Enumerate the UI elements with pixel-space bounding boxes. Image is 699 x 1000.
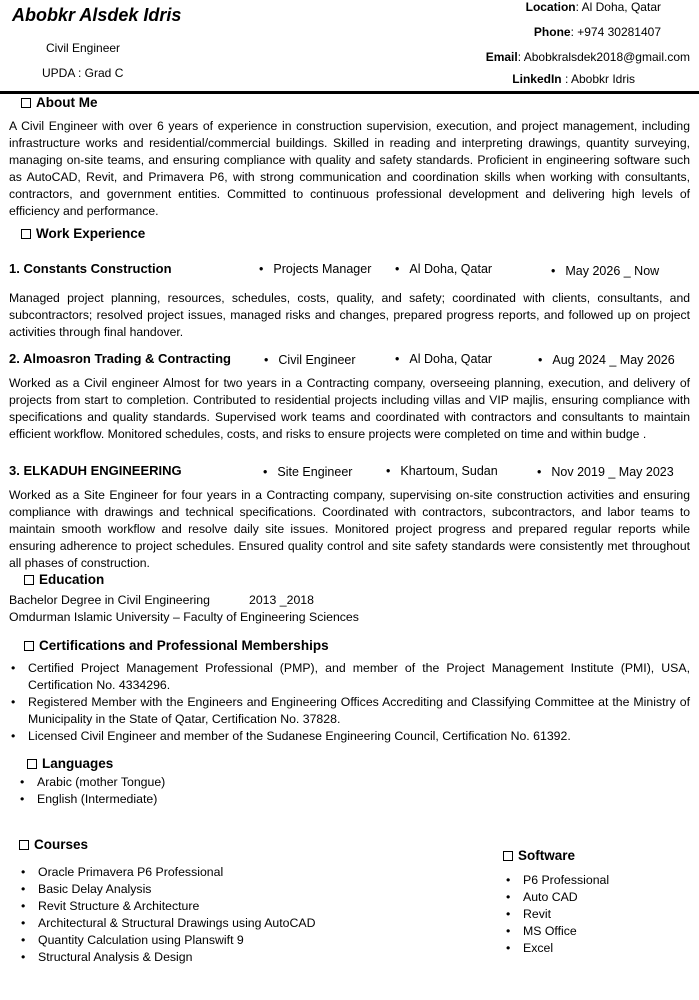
list-item: • MS Office xyxy=(504,923,684,940)
candidate-name: Abobkr Alsdek Idris xyxy=(12,5,182,25)
checkbox-icon xyxy=(27,759,37,769)
upda-grade: UPDA : Grad C xyxy=(42,66,124,80)
email-line[interactable] xyxy=(486,50,690,64)
email-value[interactable]: : Abobkralsdek2018@gmail.com xyxy=(517,50,690,64)
linkedin-value[interactable]: : Abobkr Idris xyxy=(561,72,635,86)
list-item: • Revit Structure & Architecture xyxy=(19,898,399,915)
job-1-place: • Al Doha, Qatar xyxy=(395,262,492,276)
about-text: A Civil Engineer with over 6 years of experience in construction supervision, execution, and project management, including infrastructure works and residential/commercial buildings. Skilled in reading and interpreting drawings, quantity surveying, managing on-site teams, and ensuring compliance with quality and safety standards. Proficient in engineering software such as AutoCAD, Revit, and Primavera P6, with strong communication and coordination skills when working with consultants, contractors, and government entities. Committed to continuous professional development and delivering high levels of efficiency and performance. xyxy=(9,119,690,218)
job-3-role: • Site Engineer xyxy=(263,465,352,479)
job-1-description: Managed project planning, resources, schedules, costs, quality, and safety; coordinated with clients, consultants, and subcontractors; resolved project issues, managed risks and changes, prepared progress reports, and followed up on project activities through final handover. xyxy=(9,291,690,339)
list-item: • Oracle Primavera P6 Professional xyxy=(19,864,399,881)
list-item: • Revit xyxy=(504,906,684,923)
job-1-dates: • May 2026 _ Now xyxy=(551,264,659,278)
about-heading-label: About Me xyxy=(36,95,98,110)
list-item: • Arabic (mother Tongue) xyxy=(18,774,318,791)
linkedin-label: LinkedIn xyxy=(512,72,562,86)
job-title: Civil Engineer xyxy=(46,41,121,55)
courses-heading xyxy=(19,837,88,852)
checkbox-icon xyxy=(21,98,31,108)
job-2-dates: • Aug 2024 _ May 2026 xyxy=(538,353,675,367)
checkbox-icon xyxy=(24,575,34,585)
list-item: • Structural Analysis & Design xyxy=(19,949,399,966)
software-heading xyxy=(503,848,575,863)
work-heading xyxy=(21,226,145,241)
checkbox-icon xyxy=(503,851,513,861)
software-list xyxy=(504,872,684,957)
education-university: Omdurman Islamic University – Faculty of Engineering Sciences xyxy=(9,610,359,624)
certifications-heading xyxy=(24,638,329,653)
education-degree: Bachelor Degree in Civil Engineering xyxy=(9,593,210,607)
list-item: • P6 Professional xyxy=(504,872,684,889)
list-item: • Basic Delay Analysis xyxy=(19,881,399,898)
courses-heading-label: Courses xyxy=(34,837,89,852)
checkbox-icon xyxy=(21,229,31,239)
job-3-description: Worked as a Site Engineer for four years in a Contracting company, supervising on-site construction activities and ensuring compliance with drawings and technical specifications. Coordinated with contractors, subcontractors, and labor teams to maintain smooth workflow and resolve daily site issues. Monitored project progress and prepared regular reports while ensuring adherence to project schedules. Ensured quality control and site safety standards were consistently met throughout all phases of construction. xyxy=(9,488,690,570)
software-heading-label: Software xyxy=(518,848,576,863)
phone-line xyxy=(534,25,661,39)
list-item: • Architectural & Structural Drawings using AutoCAD xyxy=(19,915,399,932)
languages-heading-label: Languages xyxy=(42,756,114,771)
education-heading-label: Education xyxy=(39,572,105,587)
checkbox-icon xyxy=(19,840,29,850)
phone-label: Phone xyxy=(533,25,571,39)
certifications-list xyxy=(9,660,690,745)
job-2-description: Worked as a Civil engineer Almost for two years in a Contracting company, overseeing planning, execution, and delivery of projects from start to completion. Contributed to residential projects including villas and VIP majlis, ensuring compliance with specifications and quality standards. Supervised work teams and coordinated with contractors and consultants to maintain efficient workflow. Monitored schedules, costs, and risks to ensure projects were completed on time and within budge . xyxy=(9,376,690,441)
certifications-heading-label: Certifications and Professional Memberships xyxy=(39,638,329,653)
job-3-place: • Khartoum, Sudan xyxy=(386,464,498,478)
job-3-dates: • Nov 2019 _ May 2023 xyxy=(537,465,674,479)
job-2-role: • Civil Engineer xyxy=(264,353,356,367)
languages-heading xyxy=(27,756,113,771)
about-heading xyxy=(21,95,98,110)
education-heading xyxy=(24,572,104,587)
list-item: • Certified Project Management Professional (PMP), and member of the Project Management Institute (PMI), USA, Certification No. 4334296. xyxy=(9,660,690,694)
courses-list xyxy=(19,864,399,966)
location-value: : Al Doha, Qatar xyxy=(575,0,661,14)
education-years: 2013 _2018 xyxy=(249,593,314,607)
job-2-title: 2. Almoasron Trading & Contracting xyxy=(9,351,231,366)
list-item: • English (Intermediate) xyxy=(18,791,318,808)
linkedin-line[interactable] xyxy=(512,72,635,86)
email-label: Email xyxy=(485,50,518,64)
job-1-title: 1. Constants Construction xyxy=(9,261,172,276)
location-label: Location xyxy=(525,0,576,14)
job-2-place: • Al Doha, Qatar xyxy=(395,352,492,366)
list-item: • Quantity Calculation using Planswift 9 xyxy=(19,932,399,949)
phone-value: : +974 30281407 xyxy=(570,25,661,39)
checkbox-icon xyxy=(24,641,34,651)
list-item: • Auto CAD xyxy=(504,889,684,906)
list-item: • Registered Member with the Engineers and Engineering Offices Accrediting and Classifying Committee at the Ministry of Municipality in the State of Qatar, Certification No. 37828. xyxy=(9,694,690,728)
header-divider xyxy=(0,91,699,94)
languages-list xyxy=(18,774,318,808)
location-line xyxy=(526,0,661,14)
job-3-title: 3. ELKADUH ENGINEERING xyxy=(9,463,182,478)
list-item: • Excel xyxy=(504,940,684,957)
list-item: • Licensed Civil Engineer and member of the Sudanese Engineering Council, Certification No. 61392. xyxy=(9,728,690,745)
job-1-role: • Projects Manager xyxy=(259,262,371,276)
work-heading-label: Work Experience xyxy=(36,226,146,241)
